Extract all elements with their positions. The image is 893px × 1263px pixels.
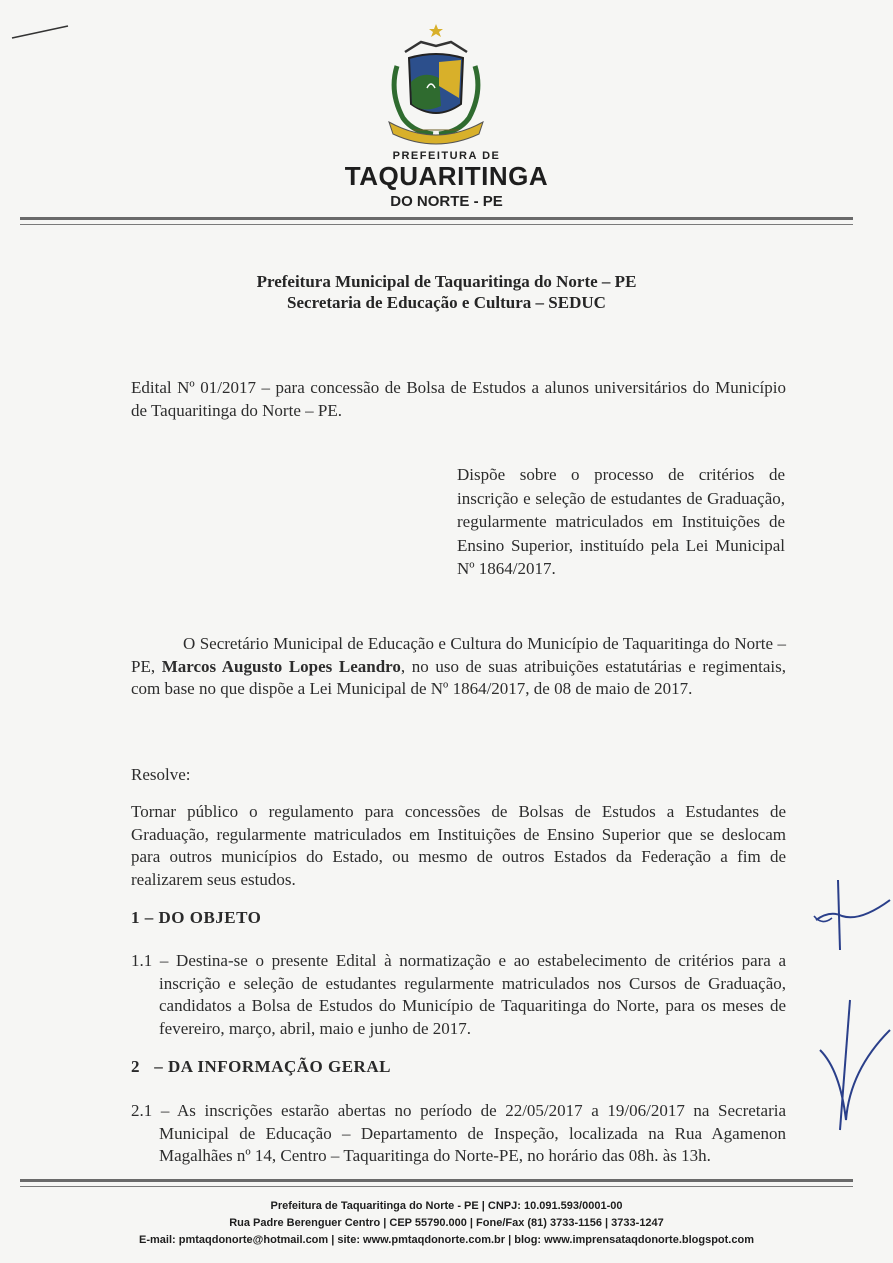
secretary-name: Marcos Augusto Lopes Leandro [161,656,401,676]
footer-line-2: Rua Padre Berenguer Centro | CEP 55790.000 | Fone/Fax (81) 3733-1156 | 3733-1247 [229,1217,664,1229]
item-2-1-number: 2.1 [131,1101,153,1120]
body-paragraph: Tornar público o regulamento para concessões de Bolsas de Estudos a Estudantes de Graduação, regularmente matriculados em Instituições de Ensino Superior que se deslocam para outros municípios do Estado, ou mesmo de outros Estados da Federação a fim de realizarem seus estudos. [131,802,786,889]
header-rule-top [20,217,853,220]
coat-of-arms-logo [383,22,489,148]
preamble [131,633,786,701]
footer-line-1: Prefeitura de Taquaritinga do Norte - PE | CNPJ: 10.091.593/0001-00 [270,1200,623,1212]
edital-title: Edital Nº 01/2017 – para concessão de Bolsa de Estudos a alunos universitários do Município de Taquaritinga do Norte – PE. [131,378,786,420]
footer-rule-top [20,1179,853,1182]
item-1-1-text: – Destina-se o presente Edital à normatização e ao estabelecimento de critérios para a inscrição e seleção de estudantes regularmente matriculados nos Cursos de Graduação, candidatos a Bolsa de Estudos do Município de Taquaritinga do Norte, para os meses de fevereiro, março, abril, maio e junho de 2017. [159,951,787,1038]
section-2-title [131,1057,391,1077]
footer-line-3: E-mail: pmtaqdonorte@hotmail.com | site: www.pmtaqdonorte.com.br | blog: www.imprensataqdonorte.blogspot.com [139,1234,754,1246]
ementa: Dispõe sobre o processo de critérios de inscrição e seleção de estudantes de Graduação, regularmente matriculados em Instituições de Ensino Superior, instituído pela Lei Municipal Nº 1864/2017. [457,465,785,578]
letterhead-prefix: PREFEITURA DE [392,150,501,162]
section-2-number: 2 [131,1057,140,1076]
section-1-title: 1 – DO OBJETO [131,908,262,927]
footer-rule-bottom [20,1186,853,1187]
preamble-part2: , no uso de suas atribuições estatutárias e regimentais, com base no que dispõe a Lei Municipal de Nº 1864/2017, de 08 de maio de 2017. [131,656,786,698]
preamble-part1: O Secretário Municipal de Educação e Cultura do Município de Taquaritinga do Norte – PE, [131,634,786,676]
letterhead-subtitle: DO NORTE - PE [390,193,503,210]
resolve-label: Resolve: [131,765,191,784]
department-name: Secretaria de Educação e Cultura – SEDUC [287,293,606,312]
item-2-1-text: – As inscrições estarão abertas no período de 22/05/2017 a 19/06/2017 na Secretaria Municipal de Educação – Departamento de Inspeção, localizada na Rua Agamenon Magalhães nº 14, Centro – Taquaritinga do Norte-PE, no horário das 08h. às 13h. [159,1101,786,1165]
header-rule-bottom [20,224,853,225]
handwritten-signature [810,870,893,1150]
item-1-1-number: 1.1 [131,951,153,970]
section-2-item [131,1100,786,1168]
section-1-item [131,950,786,1040]
org-name: Prefeitura Municipal de Taquaritinga do Norte – PE [256,272,637,291]
letterhead-title: TAQUARITINGA [344,161,549,191]
section-2-label: – DA INFORMAÇÃO GERAL [154,1057,391,1076]
scan-mark [10,20,70,40]
